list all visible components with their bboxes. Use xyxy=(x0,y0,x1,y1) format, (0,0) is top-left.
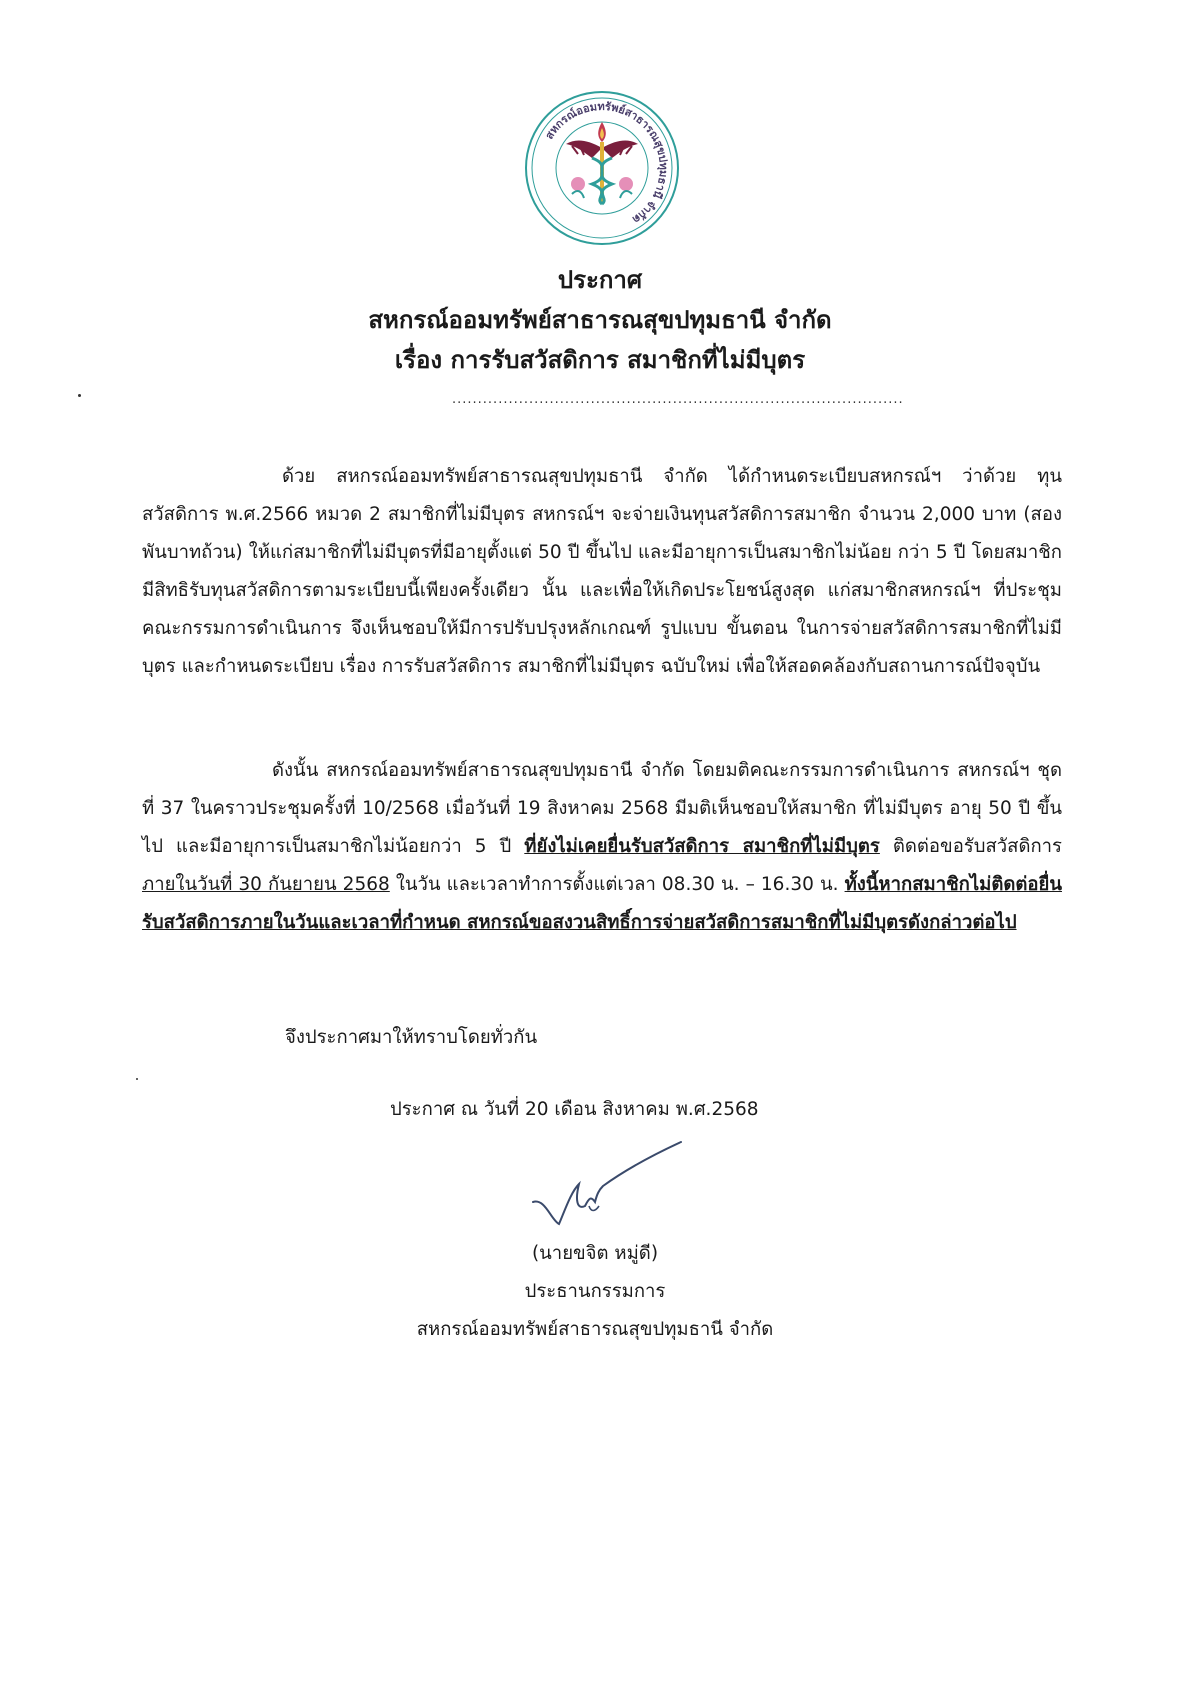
handwritten-signature xyxy=(525,1140,725,1230)
seal-emblem-icon xyxy=(522,88,682,248)
svg-text:สหกรณ์ออมทรัพย์สาธารณสุขปทุมธา xyxy=(543,100,670,226)
signer-position: ประธานกรรมการ xyxy=(524,1281,666,1302)
paragraph-background xyxy=(142,458,1062,686)
cooperative-seal xyxy=(522,88,682,248)
signer-name: (นายขจิต หมู่ดี) xyxy=(531,1243,659,1264)
page-title: ประกาศ xyxy=(557,266,643,294)
signer-organization: สหกรณ์ออมทรัพย์สาธารณสุขปทุมธานี จำกัด xyxy=(416,1319,774,1340)
scan-speck xyxy=(136,1078,138,1080)
paragraph-resolution xyxy=(142,752,1062,942)
deadline-text: ภายในวันที่ 30 กันยายน 2568 xyxy=(142,874,390,895)
paragraph-resolution-text-3: ในวัน และเวลาทำการตั้งแต่เวลา 08.30 น. – 16.30 น. xyxy=(389,874,845,895)
closing-statement: จึงประกาศมาให้ทราบโดยทั่วกัน xyxy=(285,1027,538,1048)
paragraph-background-text: ด้วย สหกรณ์ออมทรัพย์สาธารณสุขปทุมธานี จำกัด ได้กำหนดระเบียบสหกรณ์ฯ ว่าด้วย ทุนสวัสดิการ พ.ศ.2566 หมวด 2 สมาชิกที่ไม่มีบุตร สหกรณ์ฯ จะจ่ายเงินทุนสวัสดิการสมาชิก จำนวน 2,000 บาท (สองพันบาทถ้วน) ให้แก่สมาชิกที่ไม่มีบุตรที่มีอายุตั้งแต่ 50 ปี ขึ้นไป และมีอายุการเป็นสมาชิกไม่น้อย กว่า 5 ปี โดยสมาชิกมีสิทธิรับทุนสวัสดิการตามระเบียบนี้เพียงครั้งเดียว นั้น และเพื่อให้เกิดประโยชน์สูงสุด แก่สมาชิกสหกรณ์ฯ ที่ประชุมคณะกรรมการดำเนินการ จึงเห็นชอบให้มีการปรับปรุงหลักเกณฑ์ รูปแบบ ขั้นตอน ในการจ่ายสวัสดิการสมาชิกที่ไม่มีบุตร และกำหนดระเบียบ เรื่อง การรับสวัสดิการ สมาชิกที่ไม่มีบุตร ฉบับใหม่ เพื่อให้สอดคล้องกับสถานการณ์ปัจจุบัน xyxy=(142,466,1062,677)
organization-title: สหกรณ์ออมทรัพย์สาธารณสุขปทุมธานี จำกัด xyxy=(368,306,832,334)
paragraph-resolution-text-2: ติดต่อขอรับสวัสดิการ xyxy=(879,836,1062,857)
eligibility-emphasis: ที่ยังไม่เคยยื่นรับสวัสดิการ สมาชิกที่ไม่มีบุตร xyxy=(524,836,880,857)
title-divider: ........................................................................................ xyxy=(452,392,904,407)
announcement-date: ประกาศ ณ วันที่ 20 เดือน สิงหาคม พ.ศ.2568 xyxy=(390,1099,759,1120)
paragraph-resolution-text-1: ดังนั้น สหกรณ์ออมทรัพย์สาธารณสุขปทุมธานี จำกัด โดยมติคณะกรรมการดำเนินการ สหกรณ์ฯ ชุดที่ 37 ในคราวประชุมครั้งที่ 10/2568 เมื่อวันที่ 19 สิงหาคม 2568 มีมติเห็นชอบให้สมาชิก ที่ไม่มีบุตร อายุ 50 ปี ขึ้นไป และมีอายุการเป็นสมาชิกไม่น้อยกว่า 5 ปี xyxy=(142,760,1062,857)
seal-ring-text: สหกรณ์ออมทรัพย์สาธารณสุขปทุมธานี จำกัด xyxy=(542,99,671,227)
scan-speck xyxy=(78,394,81,397)
signature-icon xyxy=(525,1140,725,1230)
subject-title: เรื่อง การรับสวัสดิการ สมาชิกที่ไม่มีบุตร xyxy=(394,346,806,374)
rights-reservation-emphasis: ทั้งนี้หากสมาชิกไม่ติดต่อยื่นรับสวัสดิการภายในวันและเวลาที่กำหนด สหกรณ์ขอสงวนสิทธิ์การจ่ายสวัสดิการสมาชิกที่ไม่มีบุตรดังกล่าวต่อไป xyxy=(142,874,1062,933)
